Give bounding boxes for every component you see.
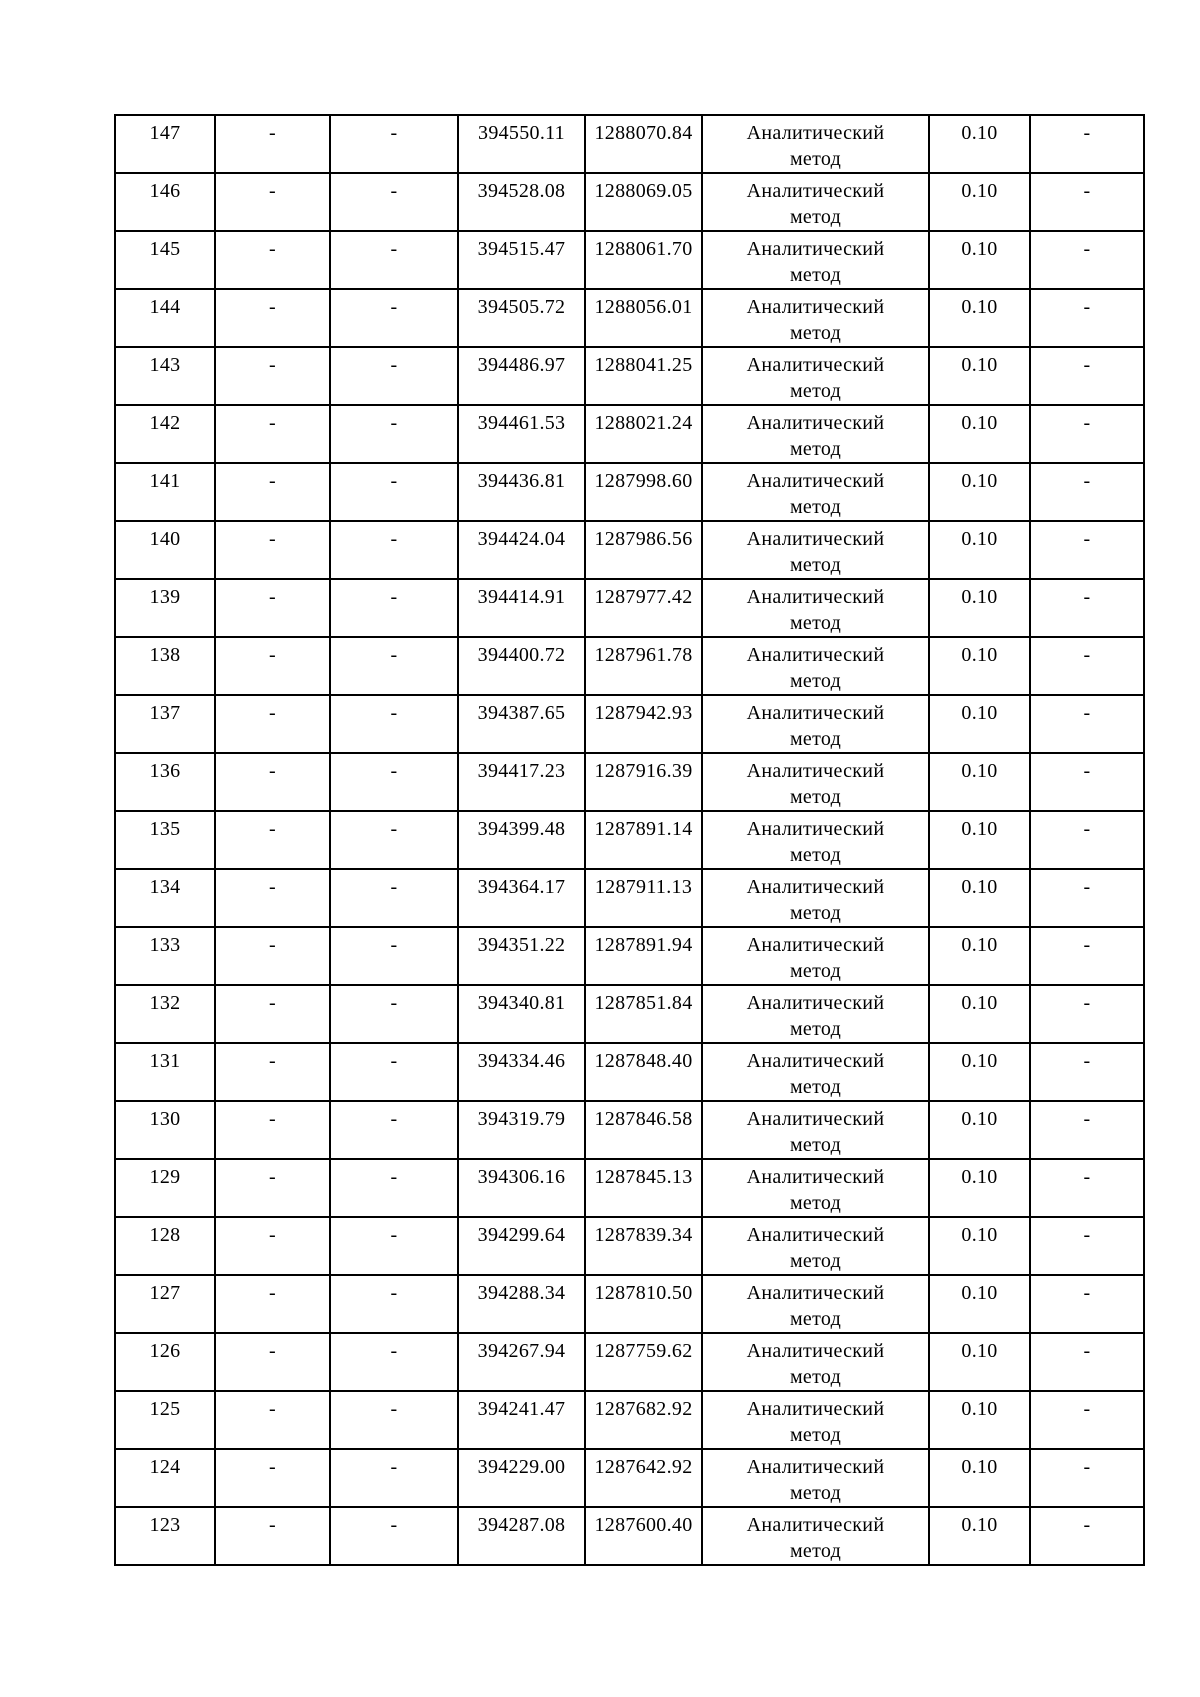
cell-empty: - xyxy=(1030,231,1144,289)
cell-x-coordinate: 394267.94 xyxy=(458,1333,585,1391)
cell-y-coordinate: 1287839.34 xyxy=(585,1217,702,1275)
cell-empty: - xyxy=(330,985,458,1043)
cell-empty: - xyxy=(330,1159,458,1217)
cell-empty: - xyxy=(215,927,330,985)
cell-empty: - xyxy=(215,1101,330,1159)
cell-accuracy: 0.10 xyxy=(929,115,1030,173)
cell-point-number: 143 xyxy=(115,347,215,405)
cell-x-coordinate: 394399.48 xyxy=(458,811,585,869)
cell-empty: - xyxy=(215,1333,330,1391)
method-label: Аналитический метод xyxy=(746,238,885,286)
cell-accuracy: 0.10 xyxy=(929,579,1030,637)
cell-x-coordinate: 394387.65 xyxy=(458,695,585,753)
cell-accuracy: 0.10 xyxy=(929,521,1030,579)
cell-empty: - xyxy=(330,1275,458,1333)
cell-point-number: 128 xyxy=(115,1217,215,1275)
method-label: Аналитический метод xyxy=(746,934,885,982)
cell-method xyxy=(702,115,929,173)
cell-accuracy: 0.10 xyxy=(929,1449,1030,1507)
cell-method xyxy=(702,463,929,521)
table-row xyxy=(115,579,1144,637)
table-row xyxy=(115,811,1144,869)
table-row xyxy=(115,115,1144,173)
cell-empty: - xyxy=(215,869,330,927)
cell-accuracy: 0.10 xyxy=(929,637,1030,695)
cell-method xyxy=(702,231,929,289)
cell-point-number: 146 xyxy=(115,173,215,231)
table-row xyxy=(115,753,1144,811)
cell-x-coordinate: 394400.72 xyxy=(458,637,585,695)
cell-empty: - xyxy=(215,289,330,347)
cell-empty: - xyxy=(1030,1217,1144,1275)
cell-empty: - xyxy=(330,1391,458,1449)
cell-y-coordinate: 1287961.78 xyxy=(585,637,702,695)
cell-empty: - xyxy=(1030,463,1144,521)
cell-empty: - xyxy=(330,753,458,811)
table-row xyxy=(115,1275,1144,1333)
cell-empty: - xyxy=(330,637,458,695)
cell-empty: - xyxy=(215,1507,330,1565)
cell-empty: - xyxy=(1030,985,1144,1043)
cell-method xyxy=(702,927,929,985)
cell-empty: - xyxy=(215,173,330,231)
method-label: Аналитический метод xyxy=(746,644,885,692)
cell-x-coordinate: 394364.17 xyxy=(458,869,585,927)
cell-empty: - xyxy=(330,1217,458,1275)
cell-y-coordinate: 1287998.60 xyxy=(585,463,702,521)
cell-point-number: 139 xyxy=(115,579,215,637)
cell-accuracy: 0.10 xyxy=(929,1217,1030,1275)
cell-empty: - xyxy=(330,1043,458,1101)
cell-method xyxy=(702,1217,929,1275)
method-label: Аналитический метод xyxy=(746,992,885,1040)
cell-method xyxy=(702,1449,929,1507)
cell-y-coordinate: 1287916.39 xyxy=(585,753,702,811)
method-label: Аналитический метод xyxy=(746,1514,885,1562)
cell-empty: - xyxy=(330,463,458,521)
cell-method xyxy=(702,753,929,811)
cell-empty: - xyxy=(215,985,330,1043)
cell-method xyxy=(702,289,929,347)
cell-empty: - xyxy=(330,173,458,231)
cell-accuracy: 0.10 xyxy=(929,289,1030,347)
cell-y-coordinate: 1287848.40 xyxy=(585,1043,702,1101)
cell-x-coordinate: 394424.04 xyxy=(458,521,585,579)
method-label: Аналитический метод xyxy=(746,760,885,808)
table-row xyxy=(115,695,1144,753)
cell-empty: - xyxy=(1030,1507,1144,1565)
cell-point-number: 126 xyxy=(115,1333,215,1391)
cell-x-coordinate: 394486.97 xyxy=(458,347,585,405)
cell-empty: - xyxy=(330,1449,458,1507)
cell-method xyxy=(702,579,929,637)
method-label: Аналитический метод xyxy=(746,702,885,750)
cell-y-coordinate: 1287986.56 xyxy=(585,521,702,579)
cell-x-coordinate: 394505.72 xyxy=(458,289,585,347)
cell-x-coordinate: 394299.64 xyxy=(458,1217,585,1275)
cell-y-coordinate: 1288041.25 xyxy=(585,347,702,405)
cell-y-coordinate: 1287759.62 xyxy=(585,1333,702,1391)
cell-x-coordinate: 394436.81 xyxy=(458,463,585,521)
table-row xyxy=(115,231,1144,289)
method-label: Аналитический метод xyxy=(746,122,885,170)
cell-y-coordinate: 1287942.93 xyxy=(585,695,702,753)
table-row xyxy=(115,927,1144,985)
cell-accuracy: 0.10 xyxy=(929,1101,1030,1159)
cell-x-coordinate: 394515.47 xyxy=(458,231,585,289)
cell-method xyxy=(702,1159,929,1217)
cell-empty: - xyxy=(215,1391,330,1449)
table-row xyxy=(115,463,1144,521)
cell-y-coordinate: 1288070.84 xyxy=(585,115,702,173)
cell-empty: - xyxy=(1030,347,1144,405)
cell-point-number: 127 xyxy=(115,1275,215,1333)
cell-empty: - xyxy=(215,405,330,463)
cell-y-coordinate: 1288069.05 xyxy=(585,173,702,231)
cell-accuracy: 0.10 xyxy=(929,753,1030,811)
cell-empty: - xyxy=(215,1449,330,1507)
cell-point-number: 129 xyxy=(115,1159,215,1217)
cell-empty: - xyxy=(330,347,458,405)
cell-empty: - xyxy=(1030,1275,1144,1333)
cell-point-number: 144 xyxy=(115,289,215,347)
method-label: Аналитический метод xyxy=(746,180,885,228)
cell-y-coordinate: 1287600.40 xyxy=(585,1507,702,1565)
cell-point-number: 145 xyxy=(115,231,215,289)
table-row xyxy=(115,1449,1144,1507)
cell-point-number: 138 xyxy=(115,637,215,695)
cell-y-coordinate: 1287891.14 xyxy=(585,811,702,869)
method-label: Аналитический метод xyxy=(746,818,885,866)
table-row xyxy=(115,1159,1144,1217)
cell-accuracy: 0.10 xyxy=(929,405,1030,463)
method-label: Аналитический метод xyxy=(746,354,885,402)
cell-empty: - xyxy=(1030,115,1144,173)
cell-empty: - xyxy=(330,1333,458,1391)
cell-empty: - xyxy=(215,1217,330,1275)
cell-accuracy: 0.10 xyxy=(929,1159,1030,1217)
cell-empty: - xyxy=(215,347,330,405)
cell-x-coordinate: 394334.46 xyxy=(458,1043,585,1101)
cell-empty: - xyxy=(1030,753,1144,811)
method-label: Аналитический метод xyxy=(746,1398,885,1446)
table-row xyxy=(115,1333,1144,1391)
cell-empty: - xyxy=(330,289,458,347)
cell-empty: - xyxy=(330,521,458,579)
cell-empty: - xyxy=(215,753,330,811)
cell-x-coordinate: 394288.34 xyxy=(458,1275,585,1333)
cell-accuracy: 0.10 xyxy=(929,927,1030,985)
cell-point-number: 125 xyxy=(115,1391,215,1449)
cell-method xyxy=(702,637,929,695)
cell-method xyxy=(702,1275,929,1333)
coordinates-table-body xyxy=(115,115,1144,1565)
cell-empty: - xyxy=(215,637,330,695)
cell-point-number: 135 xyxy=(115,811,215,869)
cell-method xyxy=(702,1391,929,1449)
cell-y-coordinate: 1287845.13 xyxy=(585,1159,702,1217)
cell-accuracy: 0.10 xyxy=(929,1391,1030,1449)
cell-x-coordinate: 394229.00 xyxy=(458,1449,585,1507)
cell-x-coordinate: 394241.47 xyxy=(458,1391,585,1449)
table-row xyxy=(115,1217,1144,1275)
method-label: Аналитический метод xyxy=(746,586,885,634)
table-row xyxy=(115,1391,1144,1449)
cell-empty: - xyxy=(1030,1333,1144,1391)
cell-method xyxy=(702,811,929,869)
method-label: Аналитический метод xyxy=(746,470,885,518)
cell-method xyxy=(702,1333,929,1391)
method-label: Аналитический метод xyxy=(746,1340,885,1388)
cell-accuracy: 0.10 xyxy=(929,1275,1030,1333)
cell-y-coordinate: 1287851.84 xyxy=(585,985,702,1043)
cell-empty: - xyxy=(1030,927,1144,985)
cell-method xyxy=(702,521,929,579)
cell-point-number: 124 xyxy=(115,1449,215,1507)
table-row xyxy=(115,289,1144,347)
cell-method xyxy=(702,173,929,231)
cell-empty: - xyxy=(1030,173,1144,231)
cell-point-number: 137 xyxy=(115,695,215,753)
cell-empty: - xyxy=(215,231,330,289)
cell-empty: - xyxy=(215,463,330,521)
cell-y-coordinate: 1287977.42 xyxy=(585,579,702,637)
cell-empty: - xyxy=(1030,579,1144,637)
cell-point-number: 123 xyxy=(115,1507,215,1565)
cell-empty: - xyxy=(1030,1159,1144,1217)
cell-empty: - xyxy=(330,579,458,637)
method-label: Аналитический метод xyxy=(746,1456,885,1504)
cell-empty: - xyxy=(1030,289,1144,347)
cell-accuracy: 0.10 xyxy=(929,1043,1030,1101)
cell-empty: - xyxy=(215,1159,330,1217)
cell-accuracy: 0.10 xyxy=(929,695,1030,753)
cell-x-coordinate: 394414.91 xyxy=(458,579,585,637)
cell-empty: - xyxy=(1030,1043,1144,1101)
cell-method xyxy=(702,347,929,405)
cell-x-coordinate: 394287.08 xyxy=(458,1507,585,1565)
cell-accuracy: 0.10 xyxy=(929,347,1030,405)
cell-point-number: 142 xyxy=(115,405,215,463)
cell-accuracy: 0.10 xyxy=(929,811,1030,869)
cell-empty: - xyxy=(1030,1449,1144,1507)
method-label: Аналитический метод xyxy=(746,1224,885,1272)
cell-empty: - xyxy=(330,115,458,173)
cell-method xyxy=(702,869,929,927)
table-row xyxy=(115,637,1144,695)
cell-empty: - xyxy=(1030,1391,1144,1449)
cell-y-coordinate: 1287846.58 xyxy=(585,1101,702,1159)
method-label: Аналитический метод xyxy=(746,412,885,460)
cell-point-number: 134 xyxy=(115,869,215,927)
cell-point-number: 131 xyxy=(115,1043,215,1101)
cell-accuracy: 0.10 xyxy=(929,463,1030,521)
cell-x-coordinate: 394306.16 xyxy=(458,1159,585,1217)
cell-point-number: 132 xyxy=(115,985,215,1043)
cell-empty: - xyxy=(330,231,458,289)
cell-empty: - xyxy=(215,521,330,579)
cell-accuracy: 0.10 xyxy=(929,1333,1030,1391)
cell-empty: - xyxy=(330,869,458,927)
cell-point-number: 136 xyxy=(115,753,215,811)
cell-empty: - xyxy=(330,1507,458,1565)
cell-empty: - xyxy=(215,695,330,753)
cell-y-coordinate: 1287891.94 xyxy=(585,927,702,985)
cell-empty: - xyxy=(1030,405,1144,463)
method-label: Аналитический метод xyxy=(746,1282,885,1330)
cell-x-coordinate: 394417.23 xyxy=(458,753,585,811)
cell-method xyxy=(702,695,929,753)
cell-y-coordinate: 1287642.92 xyxy=(585,1449,702,1507)
method-label: Аналитический метод xyxy=(746,1108,885,1156)
method-label: Аналитический метод xyxy=(746,1050,885,1098)
coordinates-table xyxy=(114,114,1145,1566)
cell-y-coordinate: 1287682.92 xyxy=(585,1391,702,1449)
cell-empty: - xyxy=(215,1043,330,1101)
cell-accuracy: 0.10 xyxy=(929,231,1030,289)
table-row xyxy=(115,521,1144,579)
cell-x-coordinate: 394351.22 xyxy=(458,927,585,985)
cell-empty: - xyxy=(330,695,458,753)
cell-empty: - xyxy=(215,115,330,173)
cell-empty: - xyxy=(1030,811,1144,869)
cell-y-coordinate: 1288021.24 xyxy=(585,405,702,463)
cell-method xyxy=(702,405,929,463)
cell-point-number: 147 xyxy=(115,115,215,173)
cell-empty: - xyxy=(1030,869,1144,927)
cell-y-coordinate: 1287810.50 xyxy=(585,1275,702,1333)
cell-empty: - xyxy=(1030,1101,1144,1159)
cell-empty: - xyxy=(1030,695,1144,753)
method-label: Аналитический метод xyxy=(746,1166,885,1214)
cell-method xyxy=(702,1507,929,1565)
cell-y-coordinate: 1287911.13 xyxy=(585,869,702,927)
cell-method xyxy=(702,1101,929,1159)
method-label: Аналитический метод xyxy=(746,528,885,576)
method-label: Аналитический метод xyxy=(746,296,885,344)
method-label: Аналитический метод xyxy=(746,876,885,924)
cell-empty: - xyxy=(215,579,330,637)
cell-empty: - xyxy=(1030,521,1144,579)
cell-y-coordinate: 1288056.01 xyxy=(585,289,702,347)
cell-empty: - xyxy=(1030,637,1144,695)
table-row xyxy=(115,347,1144,405)
cell-x-coordinate: 394528.08 xyxy=(458,173,585,231)
cell-empty: - xyxy=(330,927,458,985)
table-row xyxy=(115,1101,1144,1159)
cell-x-coordinate: 394319.79 xyxy=(458,1101,585,1159)
table-row xyxy=(115,405,1144,463)
table-row xyxy=(115,1507,1144,1565)
cell-point-number: 133 xyxy=(115,927,215,985)
table-row xyxy=(115,869,1144,927)
cell-point-number: 140 xyxy=(115,521,215,579)
cell-empty: - xyxy=(330,405,458,463)
cell-x-coordinate: 394340.81 xyxy=(458,985,585,1043)
cell-accuracy: 0.10 xyxy=(929,985,1030,1043)
table-row xyxy=(115,1043,1144,1101)
cell-y-coordinate: 1288061.70 xyxy=(585,231,702,289)
cell-accuracy: 0.10 xyxy=(929,869,1030,927)
cell-empty: - xyxy=(330,811,458,869)
cell-method xyxy=(702,985,929,1043)
cell-accuracy: 0.10 xyxy=(929,1507,1030,1565)
cell-point-number: 141 xyxy=(115,463,215,521)
cell-method xyxy=(702,1043,929,1101)
cell-x-coordinate: 394461.53 xyxy=(458,405,585,463)
cell-empty: - xyxy=(330,1101,458,1159)
table-row xyxy=(115,173,1144,231)
cell-point-number: 130 xyxy=(115,1101,215,1159)
cell-empty: - xyxy=(215,1275,330,1333)
cell-x-coordinate: 394550.11 xyxy=(458,115,585,173)
cell-empty: - xyxy=(215,811,330,869)
table-row xyxy=(115,985,1144,1043)
cell-accuracy: 0.10 xyxy=(929,173,1030,231)
